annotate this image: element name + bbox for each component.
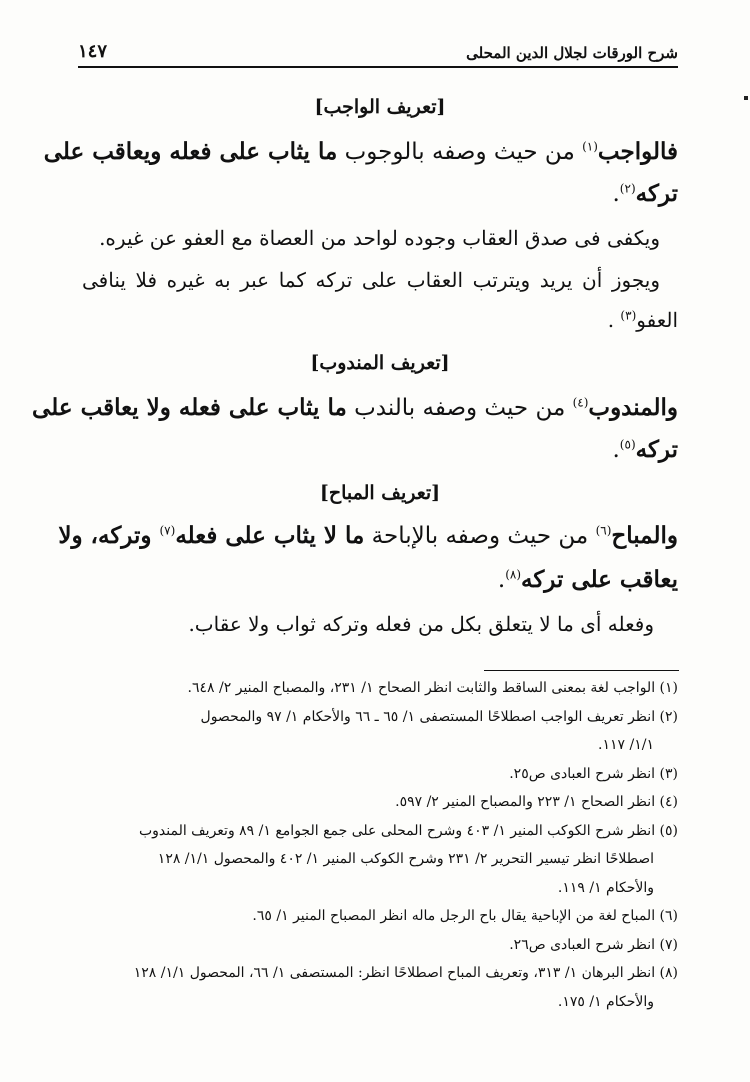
section-heading-mandub: [تعريف المندوب] xyxy=(310,352,450,374)
term-wajib: فالواجب xyxy=(597,138,678,165)
mandub-qualifier: من حيث وصفه بالندب xyxy=(346,395,573,421)
mubah-line-1 xyxy=(58,522,678,549)
mandub-line-1 xyxy=(32,394,678,421)
wajib-line-2 xyxy=(82,180,678,207)
wajib-line-1 xyxy=(43,138,678,165)
footnote-1: (١) الواجب لغة بمعنى الساقط والثابت انظر الصحاح ١/ ٢٣١، والمصباح المنير ٢/ ٦٤٨. xyxy=(187,680,678,696)
period: . xyxy=(497,567,506,593)
footnote-separator xyxy=(484,670,679,671)
footnote-ref-1[interactable]: (١) xyxy=(582,139,598,154)
section-heading-wajib: [تعريف الواجب] xyxy=(314,96,446,118)
footnote-2-continued: ١/١/ ١١٧. xyxy=(598,737,654,753)
footnote-ref-3[interactable]: (٣) xyxy=(620,308,637,323)
footnote-2: (٢) انظر تعريف الواجب اصطلاحًا المستصفى ١/ ٦٥ ـ ٦٦ والأحكام ١/ ٩٧ والمحصول xyxy=(200,709,678,725)
footnote-5-continued: والأحكام ١/ ١١٩. xyxy=(557,880,654,896)
footnote-ref-6[interactable]: (٦) xyxy=(595,523,612,538)
footnote-ref-4[interactable]: (٤) xyxy=(572,395,589,410)
mubah-definition-end: يعاقب على تركه xyxy=(521,566,678,593)
period: . xyxy=(612,437,620,463)
footnote-5-continued: اصطلاحًا انظر تيسير التحرير ٢/ ٢٣١ وشرح الكوكب المنير ١/ ٤٠٢ والمحصول ١/١/ ١٢٨ xyxy=(157,851,654,867)
mandub-line-2 xyxy=(82,436,678,463)
footnote-3: (٣) انظر شرح العبادى ص٢٥. xyxy=(509,766,678,782)
running-title: شرح الورقات لجلال الدين المحلى xyxy=(466,44,678,62)
term-mubah: والمباح xyxy=(611,522,678,549)
footnote-ref-2[interactable]: (٢) xyxy=(619,181,636,196)
wajib-paragraph-3-line-2 xyxy=(82,308,678,332)
mubah-qualifier: من حيث وصفه بالإباحة xyxy=(364,523,596,549)
term-mandub: والمندوب xyxy=(588,394,678,421)
wajib-definition-end: تركه xyxy=(635,180,678,207)
page-number: ١٤٧ xyxy=(78,41,108,62)
period: . xyxy=(607,308,621,332)
footnote-5: (٥) انظر شرح الكوكب المنير ١/ ٤٠٣ وشرح المحلى على جمع الجوامع ١/ ٨٩ وتعريف المندوب xyxy=(138,823,678,839)
footnote-ref-8[interactable]: (٨) xyxy=(505,567,522,582)
period: . xyxy=(612,181,620,207)
mubah-definition: ما لا يثاب على فعله xyxy=(175,522,365,549)
afw-word: العفو xyxy=(636,308,678,332)
mubah-paragraph-2: وفعله أى ما لا يتعلق بكل من فعله وتركه ثواب ولا عقاب. xyxy=(188,612,654,636)
mandub-definition: ما يثاب على فعله ولا يعاقب على xyxy=(32,394,347,421)
wajib-paragraph-2: ويكفى فى صدق العقاب وجوده لواحد من العصاة مع العفو عن غيره. xyxy=(99,226,660,250)
margin-mark xyxy=(744,96,748,100)
wajib-paragraph-3-line-1: ويجوز أن يريد ويترتب العقاب على تركه كما عبر به غيره فلا ينافى xyxy=(82,268,660,292)
mubah-definition-cont: وتركه، ولا xyxy=(58,522,160,549)
footnote-ref-7[interactable]: (٧) xyxy=(159,523,176,538)
mubah-line-2 xyxy=(82,566,678,593)
footnote-ref-5[interactable]: (٥) xyxy=(619,437,636,452)
footnote-4: (٤) انظر الصحاح ١/ ٢٢٣ والمصباح المنير ٢/ ٥٩٧. xyxy=(395,794,678,810)
mandub-definition-end: تركه xyxy=(635,436,678,463)
footnote-6: (٦) المباح لغة من الإباحية يقال باح الرجل ماله انظر المصباح المنير ١/ ٦٥. xyxy=(252,908,678,924)
section-heading-mubah: [تعريف المباح] xyxy=(319,482,441,504)
wajib-definition: ما يثاب على فعله ويعاقب على xyxy=(43,138,338,165)
footnote-7: (٧) انظر شرح العبادى ص٢٦. xyxy=(509,937,678,953)
footnote-8-continued: والأحكام ١/ ١٧٥. xyxy=(557,994,654,1010)
footnote-8: (٨) انظر البرهان ١/ ٣١٣، وتعريف المباح اصطلاحًا انظر: المستصفى ١/ ٦٦، المحصول ١/١/ ١٢٨ xyxy=(133,965,678,981)
wajib-qualifier: من حيث وصفه بالوجوب xyxy=(337,139,583,165)
